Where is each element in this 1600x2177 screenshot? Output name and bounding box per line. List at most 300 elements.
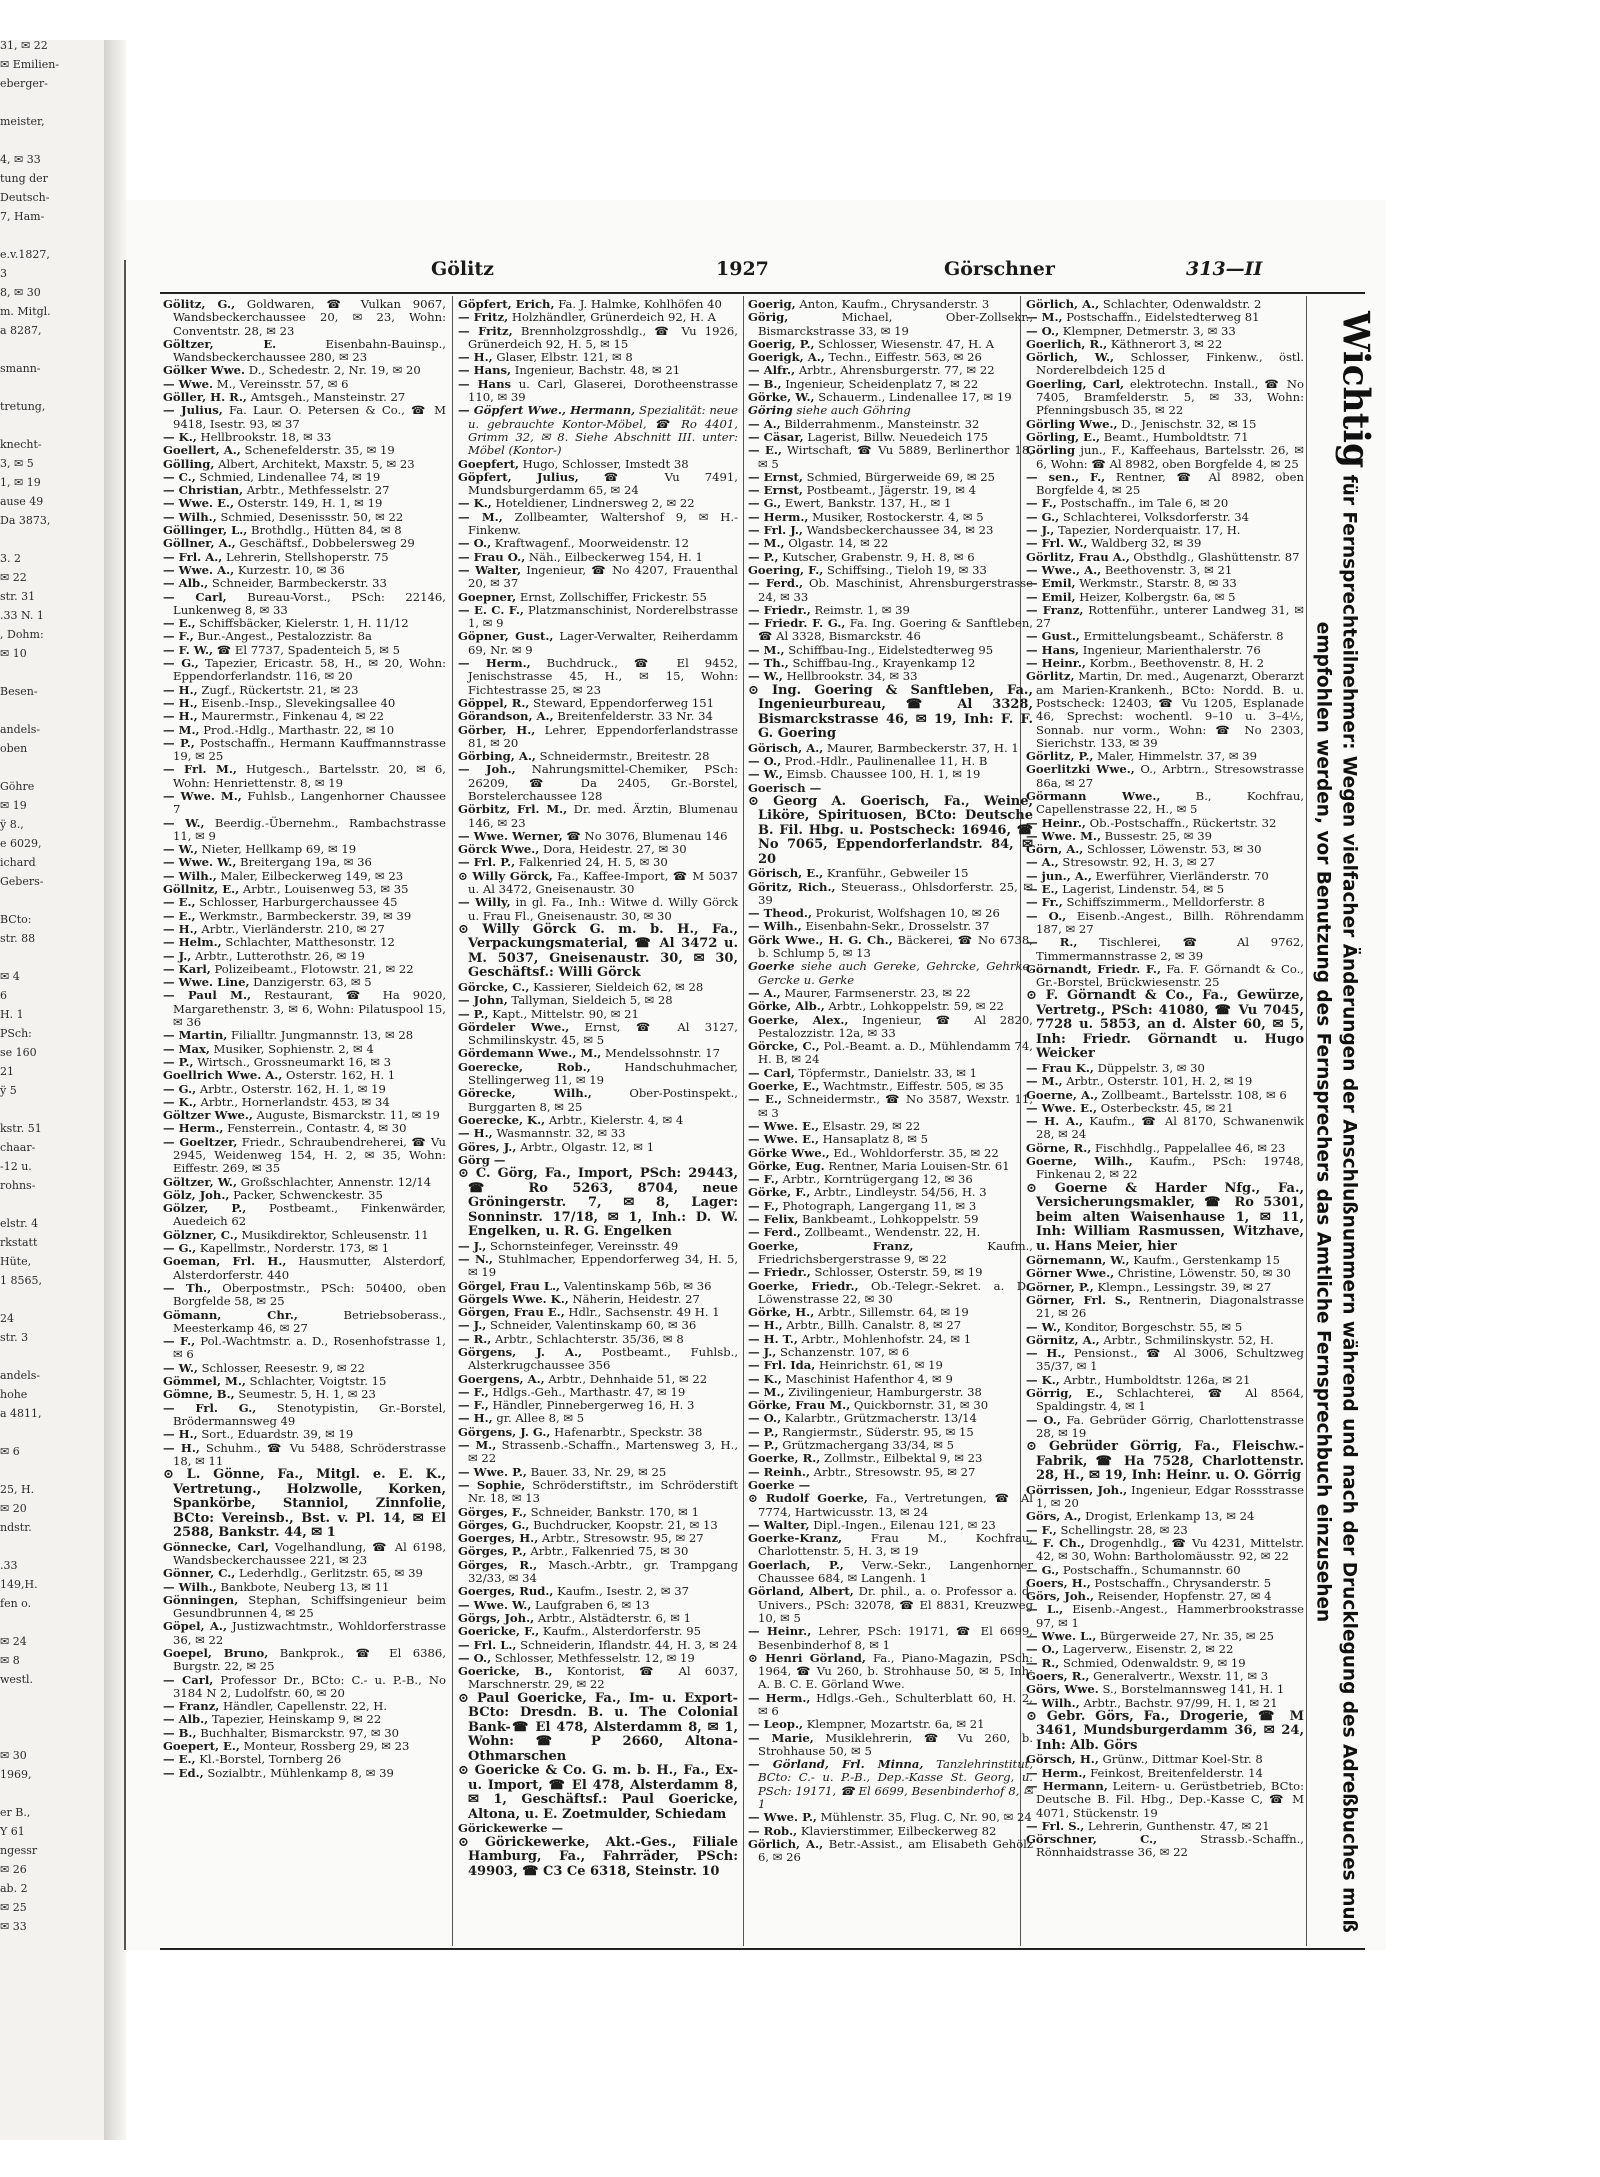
page-number: 313—II [1186, 258, 1263, 280]
entry-details: Hdlgs.-Geh., Marthastr. 47, ✉ 19 [488, 1384, 686, 1399]
directory-entry [1026, 1484, 1304, 1511]
entry-name: ⊙ Henri Görland, [748, 1650, 866, 1665]
directory-entry [748, 1625, 1033, 1652]
directory-entry [1026, 1155, 1304, 1182]
entry-name: Goerig, P., [748, 336, 815, 351]
entry-details: Werkmstr., Barmbeckerstr. 39, ✉ 39 [195, 908, 412, 923]
entry-name: — P., [163, 735, 195, 750]
directory-entry [748, 404, 1033, 417]
directory-entry [748, 1559, 1033, 1586]
entry-details: Olgastr. 14, ✉ 22 [784, 536, 889, 551]
directory-entry [458, 1008, 738, 1021]
left-fragment-line: 3, ✉ 5 [0, 458, 34, 470]
entry-details: Wachtmstr., Eiffestr. 505, ✉ 35 [819, 1079, 1004, 1094]
directory-entry [163, 1069, 446, 1082]
entry-details: Arbtr., Sillemstr. 64, ✉ 19 [814, 1305, 969, 1320]
entry-details: Drogenhdlg., ☎ Vu 4231, Mittelstr. 42, ✉ 30, Wohn: Bartholomäusstr. 92, ✉ 22 [1036, 1535, 1304, 1564]
entry-details: Werkmstr., Starstr. 8, ✉ 33 [1075, 576, 1237, 591]
directory-entry [748, 351, 1033, 364]
entry-name: Görlitz, [1026, 669, 1075, 684]
entry-details: Geschäftsf., Dobbelersweg 29 [235, 536, 415, 551]
entry-details: Schuhm., ☎ Vu 5488, Schröderstrasse 18, ✉ 11 [173, 1440, 446, 1468]
entry-details: Buchdrucker, Koopstr. 21, ✉ 13 [529, 1517, 718, 1532]
left-fragment-line: ichard [0, 857, 36, 869]
entry-name: Göppel, R., [458, 695, 530, 710]
directory-entry [163, 564, 446, 577]
entry-details: ☎ Vu 7491, Mundsburgerdamm 65, ✉ 24 [468, 469, 738, 498]
directory-entry [748, 934, 1033, 961]
directory-entry [163, 1122, 446, 1135]
notice-text [1310, 302, 1377, 1942]
directory-entry [458, 1141, 738, 1154]
entry-name: — Franz, [163, 1699, 220, 1714]
entry-name: Görs, A., [1026, 1509, 1082, 1524]
entry-name: — Frl. A., [163, 549, 223, 564]
entry-name: Görck Wwe., [458, 842, 540, 857]
entry-name: Görandson, A., [458, 709, 554, 724]
entry-name: — Emil, [1026, 576, 1076, 591]
entry-name: Goerlitzki Wwe., [1026, 762, 1135, 777]
entry-name: Görecke, Wilh., [458, 1086, 592, 1101]
left-fragment-line: str. 3 [0, 1332, 29, 1344]
entry-details: Klempner, Detmerstr. 3, ✉ 33 [1059, 323, 1236, 338]
left-fragment-line: PSch: [0, 1028, 32, 1040]
entry-name: — L., [1026, 1602, 1064, 1617]
entry-details: Hutgesch., Bartelsstr. 20, ✉ 6, Wohn: Henriettenstr. 8, ✉ 19 [173, 762, 446, 790]
directory-entry [163, 976, 446, 989]
entry-details: Kl.-Borstel, Tornberg 26 [195, 1752, 342, 1767]
entry-name: — M., [1026, 310, 1063, 325]
directory-entry [163, 1083, 446, 1096]
entry-name: — Heinr., [1026, 815, 1086, 830]
entry-name: Görisch, A., [748, 740, 824, 755]
directory-entry [1026, 1075, 1304, 1088]
entry-details: Schellingstr. 28, ✉ 23 [1056, 1522, 1188, 1537]
entry-details: Holzhändler, Grünerdeich 92, H. A [508, 310, 716, 325]
directory-entry [163, 896, 446, 909]
directory-entry [1026, 856, 1304, 869]
directory-entry [163, 511, 446, 524]
entry-details: Monteur, Rossberg 29, ✉ 23 [239, 1739, 410, 1754]
directory-entry [163, 484, 446, 497]
entry-details: Schiffsing., Tieloh 19, ✉ 33 [823, 562, 987, 577]
entry-details: Lagerist, Lindenstr. 54, ✉ 5 [1058, 882, 1225, 897]
directory-entry [163, 790, 446, 817]
directory-entry [163, 724, 446, 737]
directory-entry [1026, 564, 1304, 577]
entry-details: Hafenarbtr., Speckstr. 38 [550, 1424, 703, 1439]
entry-name: Görgen, Frau E., [458, 1305, 565, 1320]
entry-name: — H., [163, 921, 198, 936]
directory-entry [458, 1612, 738, 1625]
directory-entry [163, 1229, 446, 1242]
left-fragment-line: chaar- [0, 1142, 36, 1154]
entry-details: Wirtsch., Grossneumarkt 16, ✉ 3 [193, 1054, 391, 1069]
left-fragment-line: ab. 2 [0, 1883, 28, 1895]
entry-name: Görke Wwe., [748, 1145, 830, 1160]
entry-name: — Fritz, [458, 310, 509, 325]
entry-details: Fa., Fleischw.-Fabrik, ☎ Ha 7528, Charlottenstr. 28, H., ✉ 19, Inh: Heinr. u. O. Görrig [1036, 1439, 1304, 1484]
entry-details: Fa., Vertretungen, ☎ Al 7774, Hartwicusstr. 13, ✉ 24 [758, 1491, 1033, 1519]
entry-details: Ernst, ☎ Al 3127, Schmilinskystr. 45, ✉ 5 [468, 1019, 738, 1048]
entry-details: Arbtr., Lindleystr. 54/56, H. 3 [810, 1185, 987, 1200]
entry-name: — O., [1026, 908, 1067, 923]
left-fragment-line: tretung, [0, 401, 46, 413]
directory-entry [458, 1061, 738, 1088]
left-fragment-line: 1 8565, [0, 1275, 42, 1287]
directory-entry [1026, 378, 1304, 418]
directory-entry [1026, 1524, 1304, 1537]
left-fragment-line: Göhre [0, 781, 35, 793]
directory-entry [458, 1836, 738, 1880]
directory-entry [458, 896, 738, 923]
entry-details: Arbtr., Stresowstr. 95, ✉ 27 [809, 1464, 976, 1479]
header-year: 1927 [716, 258, 769, 280]
entry-name: — H., [163, 1427, 198, 1442]
entry-name: — Frl. M., [163, 762, 237, 777]
directory-entry [163, 950, 446, 963]
entry-details: Arbtr., Kielerstr. 4, ✉ 4 [545, 1112, 684, 1127]
entry-name: — Wwe. A., [163, 562, 235, 577]
directory-entry [1026, 497, 1304, 510]
directory-entry [1026, 1182, 1304, 1255]
entry-details: Lagerverw., Eisenstr. 2, ✉ 22 [1059, 1642, 1234, 1657]
entry-details: Rentner, ☎ Al 8982, oben Borgfelde 4, ✉ 25 [1036, 469, 1304, 498]
entry-name: — M., [458, 1438, 497, 1453]
directory-entry [748, 1093, 1033, 1120]
entry-name: — Leop., [748, 1717, 804, 1732]
entry-details: Hoteldiener, Lindnersweg 2, ✉ 22 [491, 496, 695, 511]
entry-details: Postbeamt., Jägerstr. 19, ✉ 4 [802, 483, 976, 498]
entry-name: — Herm., [458, 656, 531, 671]
entry-details: Leitern- u. Gerüstbetrieb, BCto: Deutsche B. Fil. Hbg., Dep.-Kasse C, ☎ M 4071, Stückenstr. 19 [1036, 1778, 1304, 1820]
directory-entry [1026, 1697, 1304, 1710]
entry-name: — Franz, [1026, 602, 1084, 617]
directory-entry [458, 1439, 738, 1466]
directory-entry [458, 564, 738, 591]
entry-name: — W., [748, 767, 783, 782]
entry-name: — Reinh., [748, 1464, 810, 1479]
directory-entry [748, 1399, 1033, 1412]
directory-entry [458, 298, 738, 311]
entry-name: — sen., F., [1026, 469, 1106, 484]
entry-name: Görlitz, P., [1026, 749, 1094, 764]
entry-name: Görner, Frl. S., [1026, 1293, 1131, 1307]
entry-name: — Helm., [163, 935, 222, 950]
directory-entry [748, 564, 1033, 577]
left-fragment-line: knecht- [0, 439, 42, 451]
entry-details: Hdlr., Sachsenstr. 49 H. 1 [564, 1305, 720, 1320]
directory-entry [748, 742, 1033, 755]
entry-details: Quickbornstr. 31, ✉ 30 [850, 1398, 989, 1413]
entry-details: Kaufm., PSch: 19748, Finkenau 2, ✉ 22 [1036, 1154, 1304, 1182]
directory-entry [748, 1346, 1033, 1359]
entry-details: Käthnerort 3, ✉ 22 [1107, 336, 1223, 351]
directory-entry [748, 1120, 1033, 1133]
entry-name: ⊙ Rudolf Goerke, [748, 1491, 868, 1506]
entry-details: Strassenb.-Schaffn., Martensweg 3, H., ✉ 22 [468, 1438, 738, 1466]
directory-entry [748, 1160, 1033, 1173]
directory-entry [458, 1545, 738, 1558]
entry-details: Strassb.-Schaffn., Rönnhaidstrasse 36, ✉ 22 [1036, 1832, 1304, 1860]
entry-name: — F. W., [163, 642, 214, 657]
left-fragment-line: e.v.1827, [0, 249, 50, 261]
entry-details: Bauer. 33, Nr. 29, ✉ 25 [526, 1464, 667, 1479]
directory-entry [163, 856, 446, 869]
entry-name: — G., [1026, 509, 1060, 524]
left-fragment-line: ✉ 6 [0, 1446, 20, 1458]
entry-details: Vogelhandlung, ☎ Al 6198, Wandsbeckerchaussee 221, ✉ 23 [173, 1539, 446, 1567]
entry-name: ⊙ Goerne & Harder Nfg., [1026, 1180, 1261, 1196]
entry-name: Görlitz, Frau A., [1026, 549, 1130, 564]
directory-entry [1026, 431, 1304, 444]
entry-name: Goerisch — [748, 780, 822, 795]
left-fragment-line: 6 [0, 990, 7, 1002]
entry-details: Friedr., Schraubendreherei, ☎ Vu 2945, Weidenweg 154, H. 2, ✉ 35, Wohn: Eiffestr. 269, ✉ 35 [173, 1134, 446, 1176]
left-fragment-line: H. 1 [0, 1009, 24, 1021]
directory-entry [163, 1043, 446, 1056]
directory-entry [163, 657, 446, 684]
entry-details: Breitenfelderstr. 33 Nr. 34 [553, 709, 713, 724]
entry-name: Goepert, E., [163, 1739, 240, 1754]
entry-details: Töpfermstr., Danielstr. 33, ✉ 1 [794, 1065, 978, 1080]
entry-details: Professor Dr., BCto: C.- u. P.-B., No 3184 N 2, Ludolfstr. 60, ✉ 20 [173, 1672, 446, 1700]
entry-details: Zivilingenieur, Hamburgerstr. 38 [784, 1384, 982, 1399]
entry-name: Goepel, Bruno, [163, 1646, 269, 1660]
directory-entry [1026, 670, 1304, 750]
entry-name: ⊙ Paul Goericke, [458, 1690, 587, 1706]
directory-entry [748, 311, 1033, 338]
entry-name: — F., [748, 1172, 779, 1187]
left-fragment-line: ause 49 [0, 496, 44, 508]
entry-details: Lederhdlg., Gerlitzstr. 65, ✉ 39 [235, 1566, 423, 1581]
entry-name: — Frl. L., [458, 1637, 517, 1652]
entry-details: Wirtschaft, ☎ Vu 5889, Berlinerthor 18, ✉ 5 [758, 443, 1033, 471]
entry-details: Fa., Drogerie, ☎ M 3461, Mundsburgerdamm 36, ✉ 24, Inh: Alb. Görs [1036, 1708, 1304, 1753]
entry-name: — C., [163, 469, 196, 484]
directory-entry [748, 1306, 1033, 1319]
entry-details: Techn., Eiffestr. 563, ✉ 26 [824, 350, 982, 365]
entry-details: Schlosser, Osterstr. 59, ✉ 19 [810, 1265, 983, 1280]
directory-entry [748, 604, 1033, 617]
entry-details: Masch.-Arbtr., gr. Trampgang 32/33, ✉ 34 [468, 1557, 738, 1586]
entry-name: — H., [748, 1318, 783, 1333]
entry-details: Hellbrookstr. 34, ✉ 33 [782, 669, 918, 684]
entry-details: Auguste, Bismarckstr. 11, ✉ 19 [252, 1108, 440, 1123]
directory-entry [458, 604, 738, 631]
directory-entry [163, 444, 446, 457]
entry-details: Eisenb.-Insp., Slevekingsallee 40 [197, 695, 396, 710]
entry-name: Görke, Frau M., [748, 1398, 851, 1413]
directory-entry [163, 1594, 446, 1621]
directory-entry [1026, 817, 1304, 830]
directory-entry [163, 1375, 446, 1388]
entry-details: Arbtr., Methfesselstr. 27 [243, 483, 390, 498]
left-fragment-line: 4, ✉ 33 [0, 154, 41, 166]
entry-name: Görling [1026, 443, 1076, 458]
entry-name: Gördeler Wwe., [458, 1019, 570, 1034]
entry-details: Ingenieur, Marienthalerstr. 76 [1079, 642, 1261, 657]
entry-name: Görke, W., [748, 390, 815, 405]
directory-entry [458, 1559, 738, 1586]
entry-details: Postbeamt., Fuhlsb., Alsterkrugchaussee 356 [468, 1344, 738, 1373]
entry-name: — H., [1026, 1346, 1066, 1361]
entry-name: ⊙ L. Gönne, [163, 1467, 265, 1483]
directory-entry [1026, 870, 1304, 883]
entry-details: Zollbeamt., Bartelsstr. 108, ✉ 6 [1098, 1087, 1287, 1102]
directory-entry [1026, 1334, 1304, 1347]
entry-details: Musiker, Rostockerstr. 4, ✉ 5 [808, 509, 984, 524]
directory-entry [1026, 1267, 1304, 1280]
directory-entry [1026, 1630, 1304, 1643]
directory-entry [1026, 1321, 1304, 1334]
entry-name: — Willy, [458, 895, 511, 910]
entry-details: Postbeamt., Finkenwärder, Auedeich 62 [173, 1201, 446, 1229]
entry-details: Danzigerstr. 63, ✉ 5 [249, 975, 372, 990]
left-fragment-line: str. 88 [0, 933, 36, 945]
left-fragment-line: a 8287, [0, 325, 42, 337]
entry-details: Fa., Verpackungsmaterial, ☎ Al 3472 u. M. 5037, Gneisenaustr. 30, ✉ 30, Geschäftsf.: Willi Görck [468, 921, 738, 981]
entry-details: Elsastr. 29, ✉ 22 [819, 1118, 921, 1133]
entry-details: Korbm., Beethovenstr. 8, H. 2 [1085, 656, 1265, 671]
entry-name: — M., [163, 722, 200, 737]
entry-name: Göllner, A., [163, 536, 236, 551]
entry-details: Konditor, Borgeschstr. 55, ✉ 5 [1060, 1319, 1243, 1334]
directory-entry [748, 1240, 1033, 1267]
entry-details: Schlosser, Wiesenstr. 47, H. A [814, 336, 995, 351]
directory-entry [458, 981, 738, 994]
entry-details: S., Borstelmannsweg 141, H. 1 [1098, 1682, 1285, 1697]
entry-details: Schiffsbäcker, Kielerstr. 1, H. 11/12 [195, 616, 409, 631]
entry-details: Postschaffn., im Tale 6, ✉ 20 [1056, 496, 1229, 511]
entry-details: siehe auch Göhring [792, 403, 911, 418]
page-gutter [104, 40, 126, 2140]
directory-entry [1026, 1281, 1304, 1294]
entry-name: — Carl, [748, 1065, 795, 1080]
entry-name: — H., [458, 1411, 493, 1426]
entry-name: Goerges, Rud., [458, 1584, 554, 1599]
entry-details: Dora, Heidestr. 27, ✉ 30 [539, 842, 687, 857]
entry-details: Ingenieur, Scheidenplatz 7, ✉ 22 [781, 376, 979, 391]
entry-name: — H., [163, 682, 198, 697]
entry-name: Goerke, Alex., [748, 1012, 849, 1027]
entry-details: Schiffbau-Ing., Eidelstedterweg 95 [784, 642, 994, 657]
left-fragment-line: ✉ 19 [0, 800, 27, 812]
entry-details: Falkenried 24, H. 5, ✉ 30 [515, 855, 668, 870]
column-separator [452, 296, 453, 1946]
entry-name: — Ernst, [748, 469, 803, 484]
directory-entry [1026, 551, 1304, 564]
directory-entry [748, 1213, 1033, 1226]
directory-entry [748, 1439, 1033, 1452]
left-fragment-line: 1, ✉ 19 [0, 477, 41, 489]
entry-name: Görgens, J. A., [458, 1344, 583, 1359]
entry-name: — Wwe. [163, 376, 214, 391]
directory-entry [458, 1479, 738, 1506]
directory-entry [1026, 1374, 1304, 1387]
entry-details: Bureau-Vorst., PSch: 22146, Lunkenweg 8, ✉ 33 [173, 589, 446, 617]
directory-entry [163, 1029, 446, 1042]
directory-entry [163, 870, 446, 883]
entry-name: — Heinr., [1026, 656, 1086, 671]
entry-name: — F., [1026, 496, 1057, 511]
entry-details: Zollmstr., Eilbektal 9, ✉ 23 [820, 1451, 983, 1466]
directory-entry [458, 1386, 738, 1399]
left-fragment-line: ✉ 30 [0, 1750, 27, 1762]
left-fragment-line: ÿ 5 [0, 1085, 17, 1097]
directory-entry [458, 1599, 738, 1612]
entry-name: — Frl. G., [163, 1400, 257, 1415]
entry-name: — J., [748, 1344, 777, 1359]
entry-details: Reimstr. 1, ✉ 39 [810, 602, 910, 617]
entry-details: Bur.-Angest., Pestalozzistr. 8a [193, 629, 372, 644]
entry-details: Betriebsoberass., Meesterkamp 46, ✉ 27 [173, 1307, 446, 1335]
left-fragment-line: 3. 2 [0, 553, 21, 565]
entry-details: Fa. Gebrüder Görrig, Charlottenstrasse 28, ✉ 19 [1036, 1412, 1304, 1440]
left-fragment-line: 7, Ham- [0, 211, 45, 223]
entry-name: — K., [748, 1371, 782, 1386]
entry-details: Schmied, Bürgerweide 69, ✉ 25 [802, 469, 995, 484]
directory-entry [163, 1647, 446, 1674]
entry-name: Gönnecke, Carl, [163, 1539, 269, 1554]
entry-details: Pol.-Wachtmstr. a. D., Rosenhofstrasse 1, ✉ 6 [173, 1334, 446, 1362]
entry-name: Görne, R., [1026, 1140, 1092, 1155]
directory-column-1 [163, 298, 446, 1943]
entry-details: Ob. Maschinist, Ahrensburgerstrasse 24, ✉ 33 [758, 576, 1033, 604]
entry-details: Kontorist, ☎ Al 6037, Marschnerstr. 29, ✉ 22 [468, 1664, 738, 1692]
directory-entry [748, 1585, 1033, 1625]
column-separator [743, 296, 744, 1946]
entry-name: Görschner, C., [1026, 1832, 1158, 1847]
entry-name: Goellrich Wwe. A., [163, 1068, 283, 1083]
entry-name: Görke, F., [748, 1185, 811, 1200]
directory-entry [748, 755, 1033, 768]
directory-entry [748, 1373, 1033, 1386]
entry-name: — Frl. S., [1026, 1818, 1085, 1833]
directory-entry [163, 1620, 446, 1647]
left-fragment-line: ✉ Emilien- [0, 59, 60, 71]
directory-entry [748, 1386, 1033, 1399]
directory-entry [748, 1319, 1033, 1332]
left-fragment-line: Deutsch- [0, 192, 50, 204]
directory-entry [458, 1306, 738, 1319]
entry-name: Görisch, E., [748, 866, 824, 881]
directory-entry [1026, 1440, 1304, 1484]
left-fragment-line: ngessr [0, 1845, 38, 1857]
entry-details: Eisenbahn-Bauinsp., Wandsbeckerchaussee 280, ✉ 23 [173, 336, 446, 365]
entry-name: — M., [748, 642, 785, 657]
entry-details: Steuerass., Ohlsdorferstr. 25, ✉ 39 [758, 879, 1033, 907]
entry-name: — Wwe., A., [1026, 562, 1102, 577]
entry-name: — Wwe. P., [458, 1464, 527, 1479]
entry-details: Maurer, Farmsenerstr. 23, ✉ 22 [780, 985, 971, 1000]
directory-entry [163, 817, 446, 844]
directory-entry [748, 907, 1033, 920]
entry-name: — E., [748, 443, 782, 458]
entry-name: — W., [163, 1360, 198, 1375]
entry-details: Hdlgs.-Geh., Schulterblatt 60, H. 2, ✉ 6 [758, 1690, 1033, 1718]
directory-entry [748, 1652, 1033, 1692]
entry-name: — F., [458, 1398, 489, 1413]
entry-details: Christine, Löwenstr. 50, ✉ 30 [1114, 1266, 1291, 1281]
directory-entry [458, 750, 738, 763]
entry-name: — Sophie, [458, 1477, 526, 1492]
directory-entry [458, 1652, 738, 1665]
directory-entry [458, 870, 738, 897]
directory-entry [1026, 1062, 1304, 1075]
entry-details: Schneider, Barmbeckerstr. 33 [208, 576, 387, 591]
entry-name: — A., [748, 416, 781, 431]
